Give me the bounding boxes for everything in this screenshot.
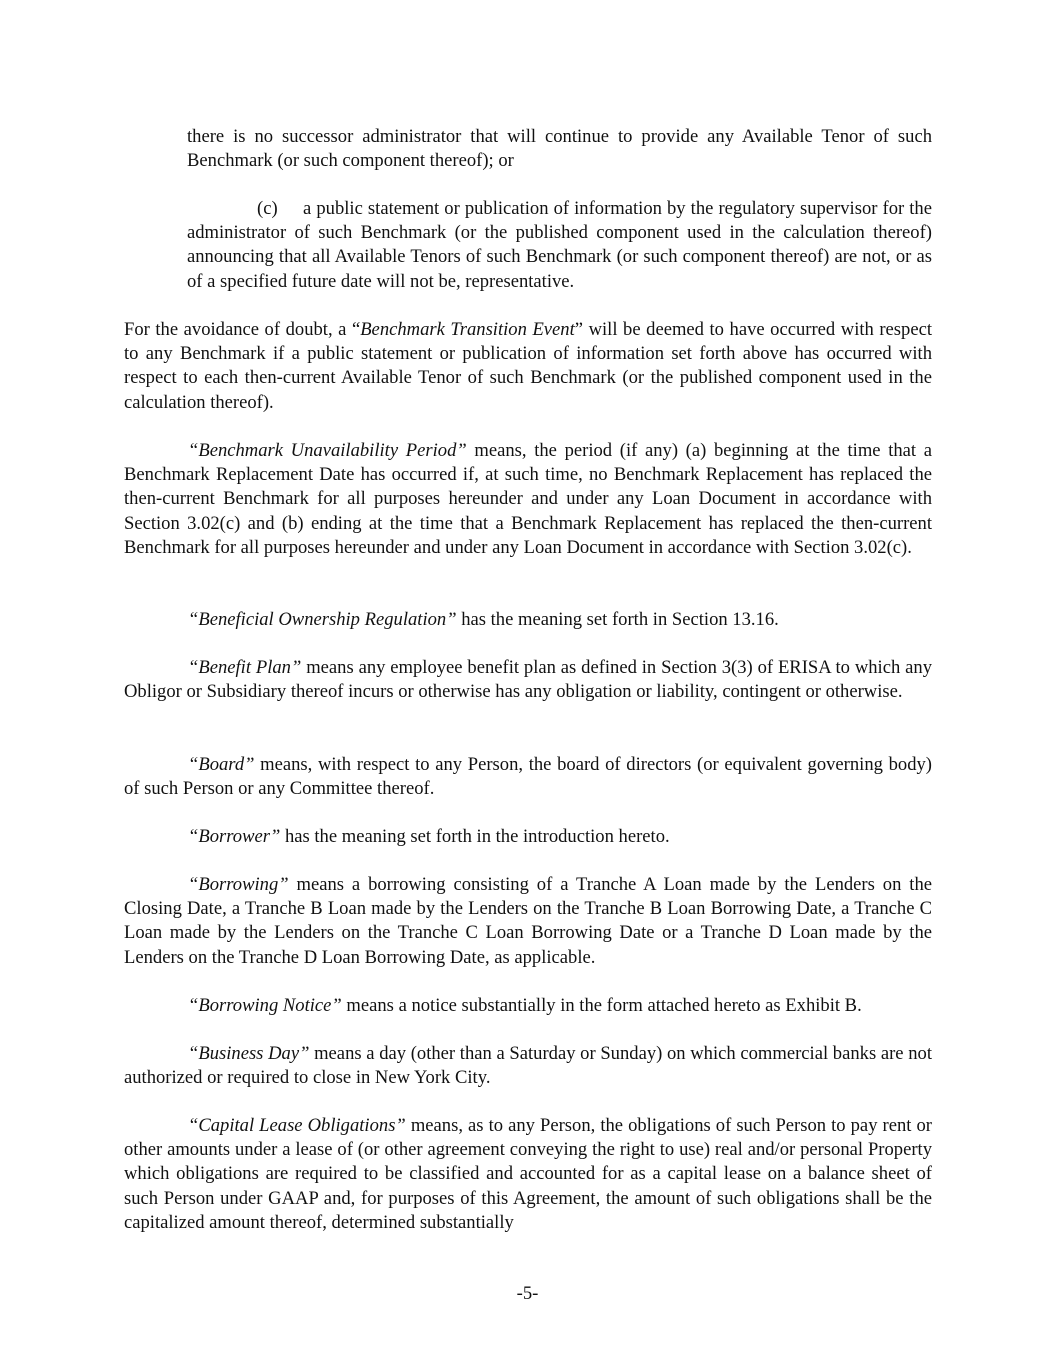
definition-term: “Business Day” — [188, 1043, 310, 1064]
avoidance-before: For the avoidance of doubt, a “ — [124, 319, 361, 340]
clause-b-text: there is no successor administrator that will continue to provide any Available Tenor of such Benchmark (or such component thereof); or — [187, 126, 932, 172]
clause-b-continuation — [187, 125, 932, 173]
definition-benefit-plan — [124, 656, 932, 704]
definition-text: means any employee benefit plan as defined in Section 3(3) of ERISA to which any Obligor or Subsidiary thereof incurs or otherwise has any obligation or liability, contingent or otherwise. — [124, 657, 932, 703]
definition-beneficial-ownership-regulation — [124, 608, 932, 632]
definition-borrowing-notice — [124, 994, 932, 1018]
definition-borrowing — [124, 873, 932, 970]
definition-text: means a day (other than a Saturday or Sunday) on which commercial banks are not authorized or required to close in New York City. — [124, 1043, 932, 1089]
definition-business-day — [124, 1042, 932, 1090]
definition-term: “Borrowing Notice” — [188, 995, 342, 1016]
definition-text: means, with respect to any Person, the board of directors (or equivalent governing body) of such Person or any Committee thereof. — [124, 754, 932, 800]
definition-capital-lease-obligations — [124, 1114, 932, 1235]
definition-term: “Capital Lease Obligations” — [188, 1115, 406, 1136]
definition-term: “Borrower” — [188, 826, 281, 847]
definition-term: “Beneficial Ownership Regulation” — [188, 609, 457, 630]
avoidance-paragraph — [124, 318, 932, 415]
avoidance-term: Benchmark Transition Event — [360, 319, 575, 340]
definition-borrower — [124, 825, 932, 849]
definition-benchmark-unavailability-period — [124, 439, 932, 560]
definition-text: means, the period (if any) (a) beginning at the time that a Benchmark Replacement Date has occurred if, at such time, no Benchmark Replacement has replaced the then-current Benchmark for all purposes hereunder and under any Loan Document in accordance with Section 3.02(c) and (b) ending at the time that a Benchmark Replacement has replaced the then-current Benchmark for all purposes hereunder and under any Loan Document in accordance with Section 3.02(c). — [124, 440, 933, 558]
page-number: -5- — [516, 1283, 539, 1304]
definition-text: means a notice substantially in the form attached hereto as Exhibit B. — [341, 995, 862, 1016]
clause-c-text: a public statement or publication of information by the regulatory supervisor for the administrator of such Benchmark (or the published component used in the calculation thereof) announcing that all Available Tenors of such Benchmark (or such component thereof) are not, or as of a specified future date will not be, representative. — [187, 198, 932, 292]
definition-term: “Benchmark Unavailability Period” — [188, 440, 467, 461]
definition-board — [124, 753, 932, 801]
definition-text: has the meaning set forth in Section 13.16. — [456, 609, 779, 630]
clause-c — [187, 197, 932, 294]
definition-text: has the meaning set forth in the introduction hereto. — [280, 826, 670, 847]
avoidance-after: ” will be deemed to have occurred with respect to any Benchmark if a public statement or publication of information set forth above has occurred with respect to each then-current Available Tenor of such Benchmark (or the published component used in the calculation thereof). — [124, 319, 933, 413]
clause-c-label: (c) — [257, 198, 278, 219]
definition-text: means, as to any Person, the obligations of such Person to pay rent or other amounts under a lease of (or other agreement conveying the right to use) real and/or personal Property which obligations are required to be classified and accounted for as a capital lease on a balance sheet of such Person under GAAP and, for purposes of this Agreement, the amount of such obligations shall be the capitalized amount thereof, determined substantially — [124, 1115, 932, 1233]
definition-term: “Benefit Plan” — [188, 657, 302, 678]
definition-term: “Borrowing” — [188, 874, 289, 895]
definition-text: means a borrowing consisting of a Tranche A Loan made by the Lenders on the Closing Date, a Tranche B Loan made by the Lenders on the Tranche B Loan Borrowing Date, a Tranche C Loan made by the Lenders on the Tranche C Loan Borrowing Date or a Tranche D Loan made by the Lenders on the Tranche D Loan Borrowing Date, as applicable. — [124, 874, 932, 968]
definition-term: “Board” — [188, 754, 255, 775]
